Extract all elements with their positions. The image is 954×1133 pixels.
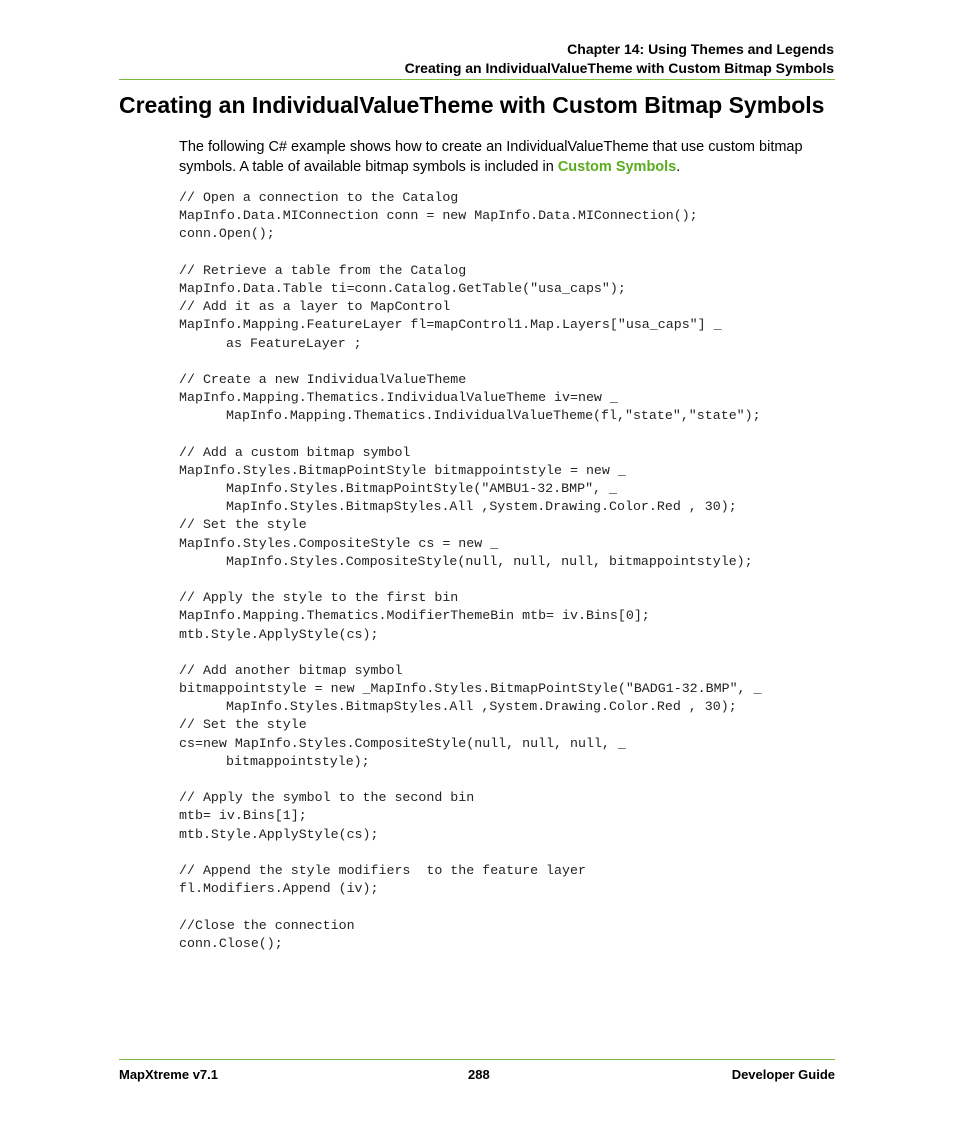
code-block — [179, 189, 762, 953]
code-blank-line — [179, 425, 762, 443]
intro-paragraph — [179, 137, 835, 177]
code-line: // Create a new IndividualValueTheme — [179, 371, 467, 387]
code-line: bitmappointstyle); — [226, 753, 370, 769]
code-line: fl.Modifiers.Append (iv); — [179, 881, 379, 897]
code-line: as FeatureLayer ; — [226, 335, 362, 351]
code-line: mtb.Style.ApplyStyle(cs); — [179, 626, 379, 642]
code-line: MapInfo.Styles.BitmapStyles.All ,System.Drawing.Color.Red , 30); — [226, 499, 737, 515]
code-blank-line — [179, 244, 762, 262]
footer-guide: Developer Guide — [731, 1067, 835, 1082]
code-line: bitmappointstyle = new _MapInfo.Styles.BitmapPointStyle("BADG1-32.BMP", _ — [179, 681, 762, 697]
code-line: // Apply the symbol to the second bin — [179, 790, 475, 806]
code-line: MapInfo.Styles.CompositeStyle(null, null, null, bitmappointstyle); — [226, 553, 753, 569]
code-line: // Add another bitmap symbol — [179, 662, 403, 678]
code-line: MapInfo.Styles.BitmapPointStyle("AMBU1-32.BMP", _ — [226, 481, 617, 496]
intro-text: The following C# example shows how to create an IndividualValueTheme that use custom bitmap symbols. A table of available bitmap symbols is included in — [179, 139, 803, 175]
page-footer — [119, 1066, 835, 1084]
code-line: MapInfo.Mapping.Thematics.ModifierThemeBin mtb= iv.Bins[0]; — [179, 608, 650, 624]
footer-product: MapXtreme v7.1 — [119, 1067, 218, 1082]
code-line: MapInfo.Mapping.Thematics.IndividualValueTheme iv=new _ — [179, 390, 618, 406]
code-line: // Open a connection to the Catalog — [179, 190, 459, 205]
code-line: // Set the style — [179, 717, 307, 733]
code-line: MapInfo.Styles.CompositeStyle cs = new _ — [179, 535, 499, 551]
page-title: Creating an IndividualValueTheme with Custom Bitmap Symbols — [119, 92, 825, 118]
code-line: // Set the style — [179, 517, 307, 533]
code-blank-line — [179, 353, 762, 371]
footer-page-number: 288 — [468, 1067, 490, 1082]
code-line: mtb.Style.ApplyStyle(cs); — [179, 826, 379, 842]
code-line: // Add it as a layer to MapControl — [179, 299, 451, 315]
header-chapter: Chapter 14: Using Themes and Legends — [567, 41, 834, 57]
header-section: Creating an IndividualValueTheme with Custom Bitmap Symbols — [404, 60, 834, 76]
running-header — [405, 40, 834, 78]
code-line: MapInfo.Mapping.Thematics.IndividualValueTheme(fl,"state","state"); — [226, 408, 761, 424]
code-line: MapInfo.Styles.BitmapPointStyle bitmappointstyle = new _ — [179, 462, 626, 478]
code-line: // Add a custom bitmap symbol — [179, 444, 411, 460]
code-line: conn.Close(); — [179, 935, 283, 951]
code-line: //Close the connection — [179, 917, 355, 933]
header-rule — [119, 79, 835, 80]
code-line: MapInfo.Styles.BitmapStyles.All ,System.Drawing.Color.Red , 30); — [226, 699, 737, 715]
code-line: conn.Open(); — [179, 226, 275, 242]
intro-text-end: . — [676, 159, 681, 175]
code-blank-line — [179, 844, 762, 862]
code-line: mtb= iv.Bins[1]; — [179, 808, 307, 824]
code-line: MapInfo.Mapping.FeatureLayer fl=mapControl1.Map.Layers["usa_caps"] _ — [179, 317, 722, 333]
code-line: MapInfo.Data.Table ti=conn.Catalog.GetTable("usa_caps"); — [179, 280, 626, 296]
code-blank-line — [179, 771, 762, 789]
code-blank-line — [179, 644, 762, 662]
code-line: // Retrieve a table from the Catalog — [179, 262, 467, 278]
code-blank-line — [179, 898, 762, 916]
footer-rule — [119, 1059, 835, 1060]
custom-symbols-link[interactable]: Custom Symbols — [557, 159, 677, 175]
code-line: // Apply the style to the first bin — [179, 590, 459, 606]
code-blank-line — [179, 571, 762, 589]
code-line: MapInfo.Data.MIConnection conn = new MapInfo.Data.MIConnection(); — [179, 208, 698, 224]
code-line: cs=new MapInfo.Styles.CompositeStyle(null, null, null, _ — [179, 735, 626, 751]
code-line: // Append the style modifiers to the feature layer — [179, 862, 586, 878]
